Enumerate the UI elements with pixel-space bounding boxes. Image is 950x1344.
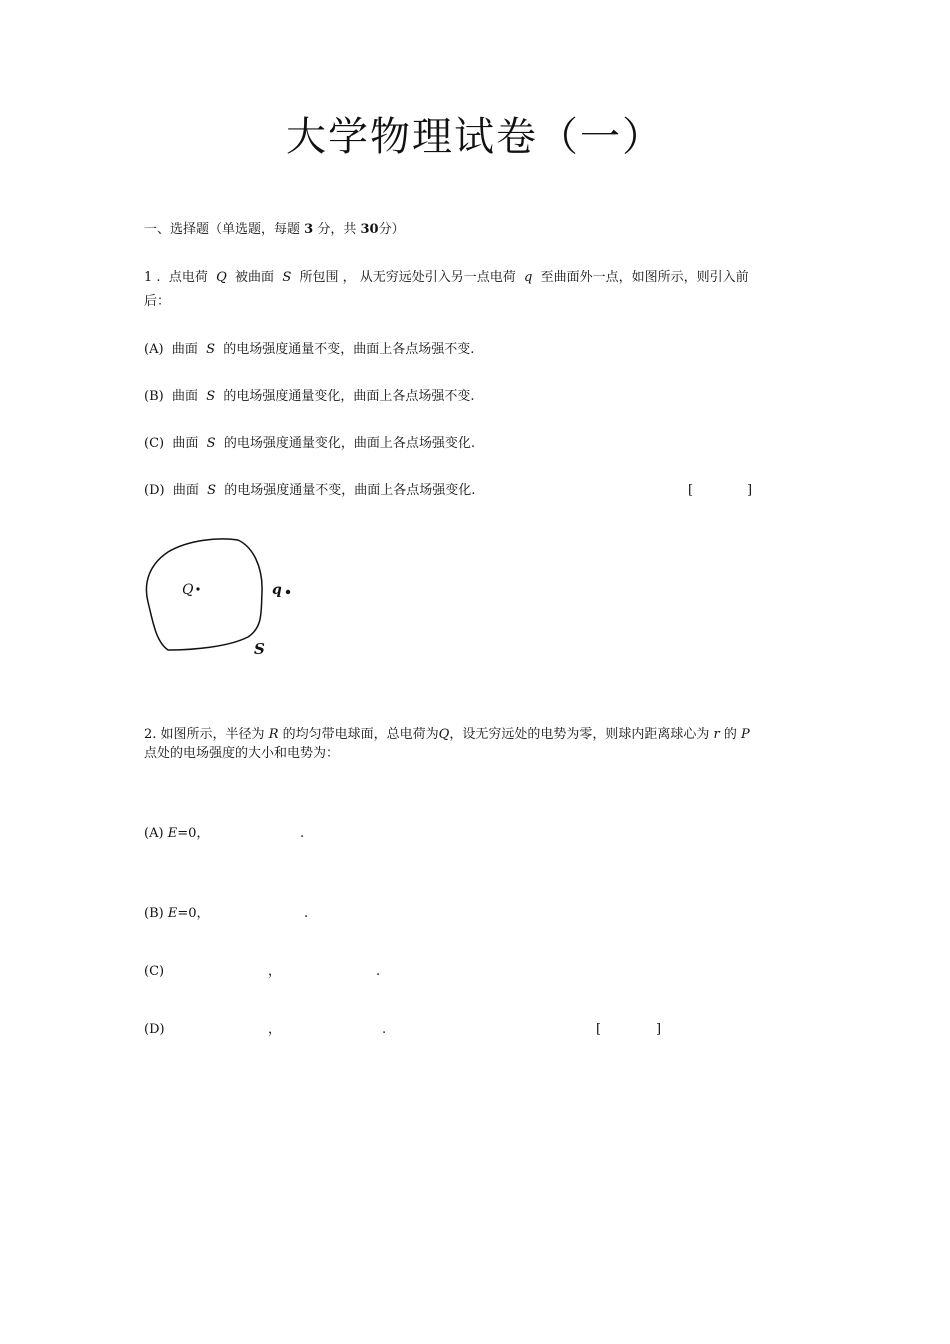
q1-var-q: q [524,270,533,285]
q2-option-d-comma: ， [268,1022,282,1037]
option-text: 曲面 [172,436,199,451]
q2-text-4: 的 [723,727,737,742]
q1-var-Q: Q [216,270,227,285]
q2-answer-bracket-right: ] [656,1022,662,1037]
q2-var-r: r [713,727,720,742]
q1-stem-line1 [144,268,749,288]
closed-surface-S [146,539,262,650]
option-text: 的电场强度通量不变，曲面上各点场强变化. [224,483,476,498]
option-text: 的电场强度通量变化，曲面上各点场强不变. [223,389,475,404]
option-label: (B) [144,389,164,404]
q1-var-S: S [282,270,292,285]
option-var-S: S [207,483,217,498]
option-var-E: E [167,906,178,921]
q2-var-Q: Q [438,727,450,742]
section-text-3: 分） [378,222,405,237]
q1-answer-bracket-right: ] [747,483,753,498]
option-var-E: E [167,826,178,841]
option-var-S: S [206,436,216,451]
q2-text-2: 的均匀带电球面，总电荷为 [282,727,439,742]
q2-option-a-end: . [300,826,305,841]
q2-option-d-end: . [382,1022,387,1037]
option-text: 曲面 [171,342,198,357]
option-text: 的电场强度通量变化，曲面上各点场强变化. [223,436,475,451]
q2-text-3: ，设无穷远处的电势为零，则球内距离球心为 [449,727,710,742]
section-text-2: 分，共 [317,222,357,237]
page-title: 大学物理试卷（一） [286,114,664,160]
q1-text-1: 点电荷 [168,270,208,285]
q2-option-d-label: (D) [144,1022,165,1037]
q1-text-4: 至曲面外一点，如图所示，则引入前 [540,270,749,285]
q2-stem-line2: 点处的电场强度的大小和电势为： [144,746,340,761]
q1-text-2: 被曲面 [235,270,275,285]
option-text: 曲面 [172,483,199,498]
q1-option-a [144,340,474,360]
q2-var-R: R [268,727,279,742]
q2-option-c-end: . [376,964,381,979]
q2-option-b [144,904,210,924]
section-points-total: 30 [360,222,379,237]
q2-option-c-comma: ， [268,964,282,979]
option-label: (A) [144,342,164,357]
q1-option-c [144,434,475,454]
option-label: (A) [144,826,164,841]
option-text: 曲面 [171,389,198,404]
option-var-S: S [206,389,216,404]
figure-label-q: q [272,582,282,598]
q2-stem-line1 [144,725,750,745]
option-label: (B) [144,906,164,921]
charge-q-dot [286,590,290,594]
q1-text-3: 所包围 ， 从无穷远处引入另一点电荷 [299,270,516,285]
q1-stem-line2: 后： [144,294,171,309]
section-text-1: 一、选择题（单选题，每题 [144,222,301,237]
q1-answer-bracket-left: [ [688,483,694,498]
q1-number: 1 [144,270,153,285]
figure-label-Q: Q [182,582,194,598]
option-text: =0， [177,906,210,921]
q1-dot: . [156,270,161,285]
q2-option-c-label: (C) [144,964,165,979]
q2-var-P: P [740,727,750,742]
q2-option-b-end: . [304,906,309,921]
q1-surface-figure [138,532,308,662]
q2-answer-bracket-left: [ [596,1022,602,1037]
option-text: 的电场强度通量不变，曲面上各点场强不变. [223,342,475,357]
q2-option-a [144,824,209,844]
q1-option-b [144,387,475,407]
q1-option-d [144,481,475,501]
option-var-S: S [206,342,215,357]
q2-text-1: . 如图所示，半径为 [152,727,265,742]
option-label: (C) [144,436,165,451]
charge-Q-dot [196,587,199,590]
option-text: =0， [177,826,210,841]
figure-label-S: S [254,640,265,658]
section-heading [144,220,405,240]
option-label: (D) [144,483,165,498]
section-points-each: 3 [304,222,314,237]
q2-number: 2 [144,727,153,742]
